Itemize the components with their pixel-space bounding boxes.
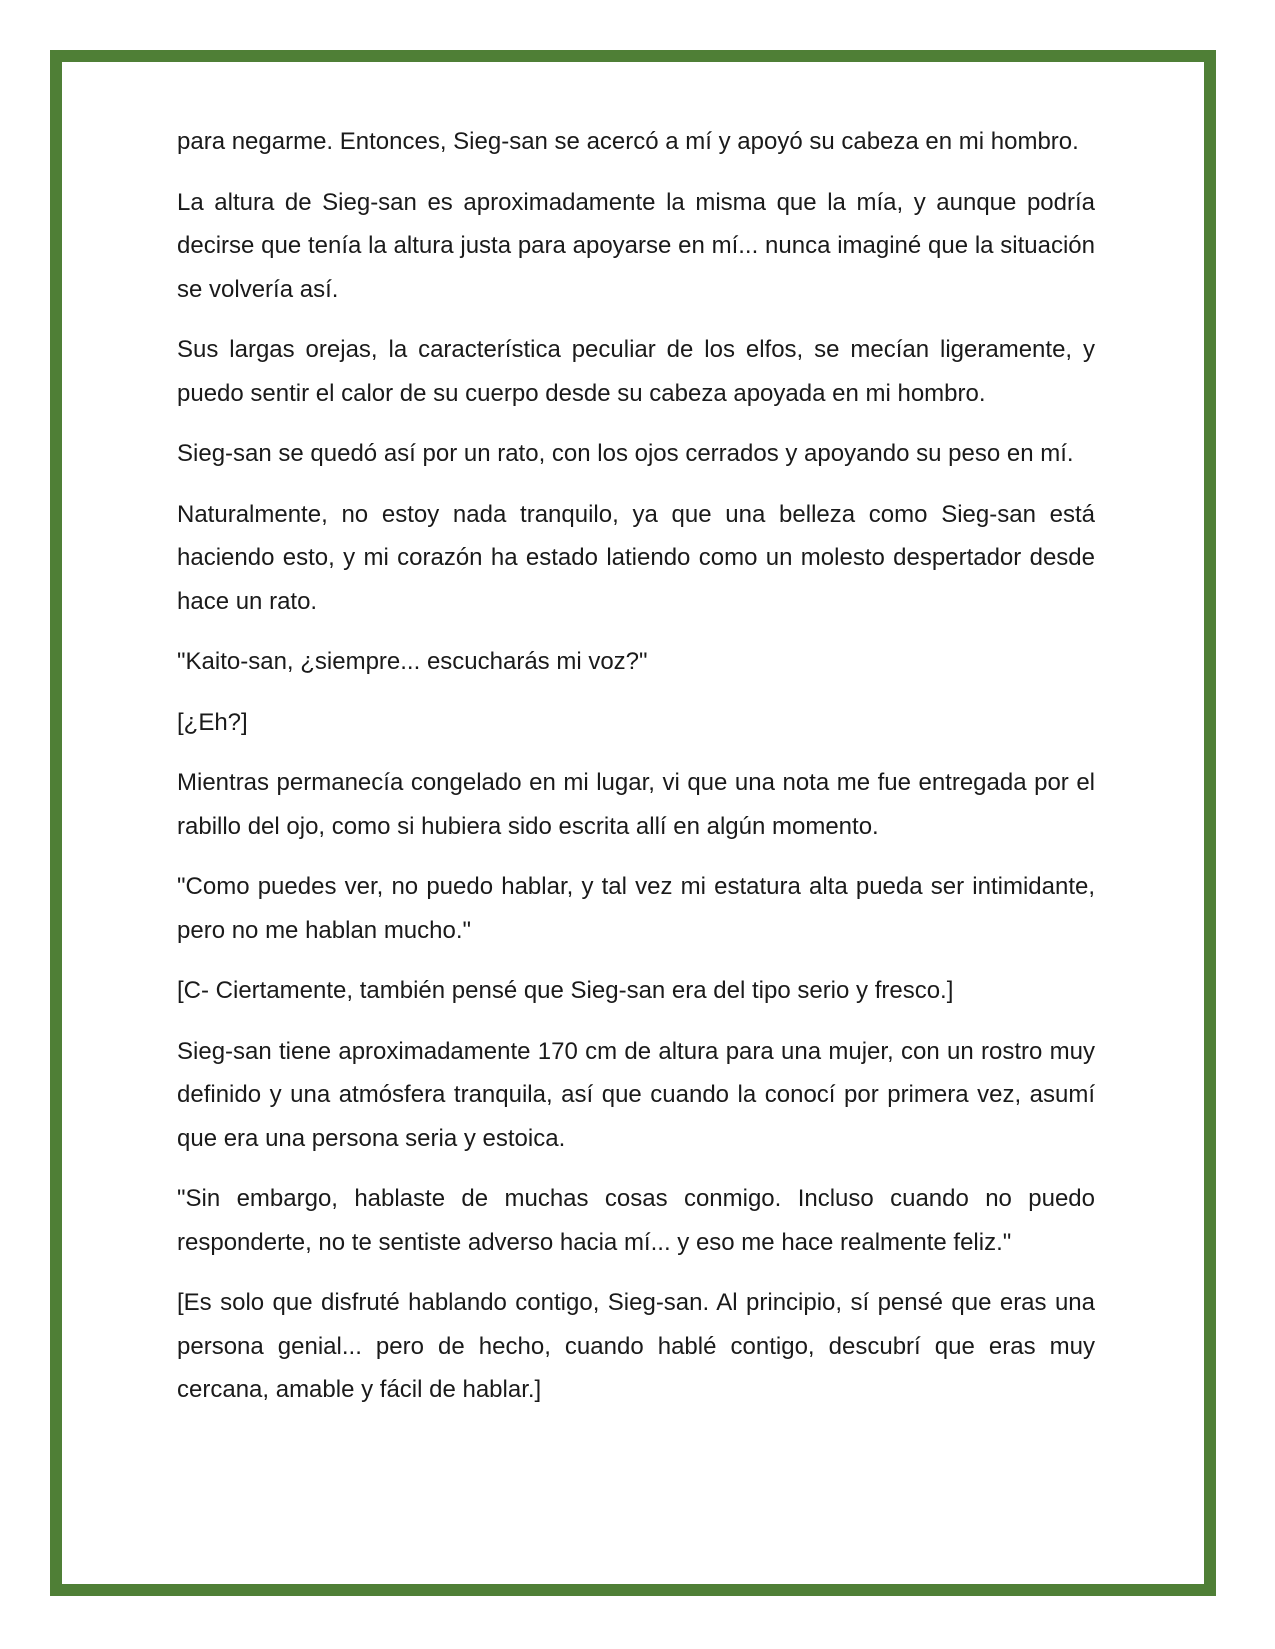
dialogue-line: "Como puedes ver, no puedo hablar, y tal vez mi estatura alta pueda ser intimidante, pero no me hablan mucho." (177, 873, 1095, 944)
paragraph: Naturalmente, no estoy nada tranquilo, ya que una belleza como Sieg-san está haciendo esto, y mi corazón ha estado latiendo como un molesto despertador desde hace un rato. (177, 500, 1095, 615)
dialogue-line: "Sin embargo, hablaste de muchas cosas conmigo. Incluso cuando no puedo responderte, no te sentiste adverso hacia mí... y eso me hace realmente feliz." (177, 1185, 1095, 1256)
paragraph: para negarme. Entonces, Sieg-san se acercó a mí y apoyó su cabeza en mi hombro. (177, 128, 1079, 155)
dialogue-line: [¿Eh?] (177, 708, 248, 736)
dialogue-line: [C- Ciertamente, también pensé que Sieg-san era del tipo serio y fresco.] (177, 977, 954, 1004)
paragraph: Mientras permanecía congelado en mi lugar, vi que una nota me fue entregada por el rabillo del ojo, como si hubiera sido escrita allí en algún momento. (177, 769, 1095, 840)
dialogue-line: "Kaito-san, ¿siempre... escucharás mi voz?" (177, 648, 648, 675)
paragraph: Sieg-san se quedó así por un rato, con los ojos cerrados y apoyando su peso en mí. (177, 440, 1074, 467)
dialogue-line: [Es solo que disfruté hablando contigo, Sieg-san. Al principio, sí pensé que eras una persona genial... pero de hecho, cuando hablé contigo, descubrí que eras muy cercana, amable y fácil de hablar.] (177, 1289, 1095, 1403)
document-body (177, 120, 1095, 1429)
paragraph: Sieg-san tiene aproximadamente 170 cm de altura para una mujer, con un rostro muy definido y una atmósfera tranquila, así que cuando la conocí por primera vez, asumí que era una persona seria y estoica. (177, 1037, 1095, 1152)
paragraph: La altura de Sieg-san es aproximadamente la misma que la mía, y aunque podría decirse que tenía la altura justa para apoyarse en mí... nunca imaginé que la situación se volvería así. (177, 188, 1095, 303)
paragraph: Sus largas orejas, la característica peculiar de los elfos, se mecían ligeramente, y puedo sentir el calor de su cuerpo desde su cabeza apoyada en mi hombro. (177, 336, 1095, 407)
